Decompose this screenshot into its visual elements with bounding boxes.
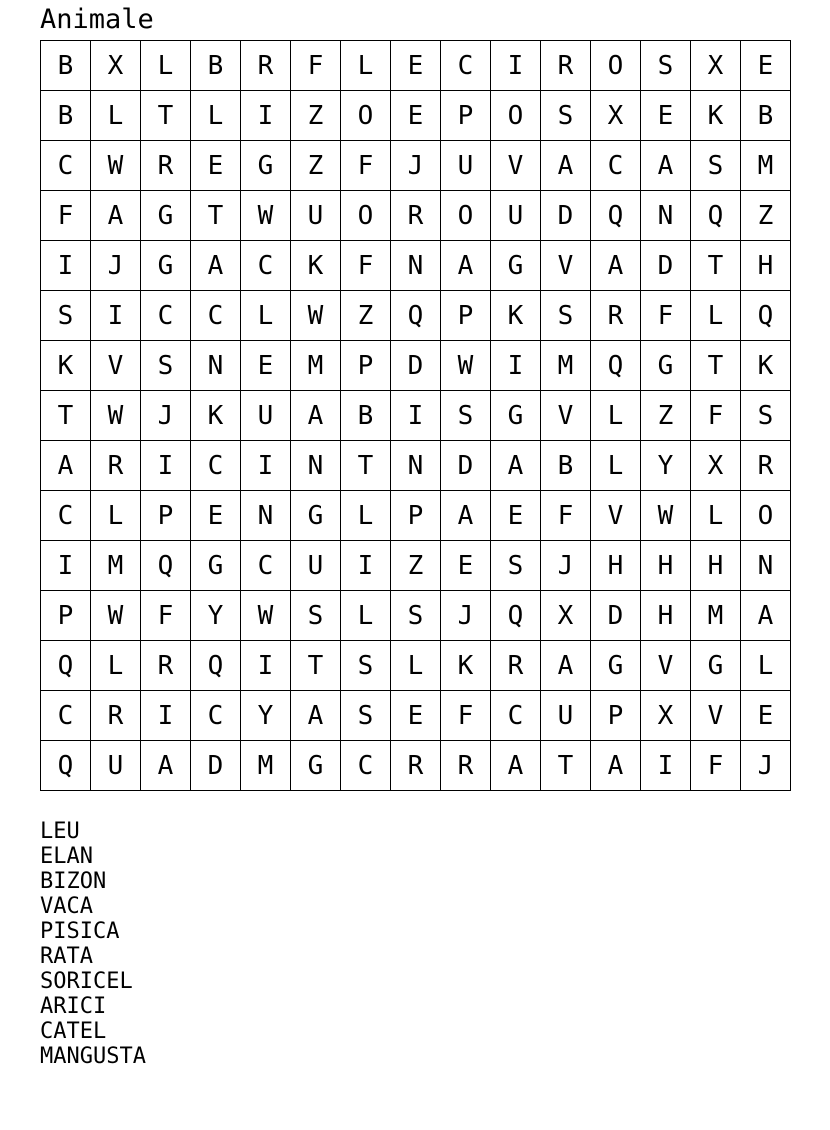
grid-cell[interactable]: A [591, 241, 641, 291]
grid-cell[interactable]: V [91, 341, 141, 391]
grid-cell[interactable]: A [91, 191, 141, 241]
grid-cell[interactable]: P [341, 341, 391, 391]
grid-cell[interactable]: F [341, 141, 391, 191]
grid-cell[interactable]: A [441, 491, 491, 541]
grid-cell[interactable]: M [541, 341, 591, 391]
grid-cell[interactable]: A [541, 641, 591, 691]
grid-cell[interactable]: A [491, 441, 541, 491]
grid-cell[interactable]: D [191, 741, 241, 791]
grid-cell[interactable]: K [691, 91, 741, 141]
grid-cell[interactable]: P [41, 591, 91, 641]
grid-cell[interactable]: Z [641, 391, 691, 441]
grid-cell[interactable]: G [591, 641, 641, 691]
grid-cell[interactable]: F [141, 591, 191, 641]
grid-cell[interactable]: S [541, 91, 591, 141]
grid-cell[interactable]: T [291, 641, 341, 691]
grid-cell[interactable]: S [691, 141, 741, 191]
grid-cell[interactable]: C [41, 691, 91, 741]
puzzle-title: Animale [40, 4, 154, 35]
grid-cell[interactable]: O [591, 41, 641, 91]
grid-cell[interactable]: S [41, 291, 91, 341]
grid-cell[interactable]: L [341, 591, 391, 641]
grid-cell[interactable]: Q [141, 541, 191, 591]
grid-cell[interactable]: C [241, 541, 291, 591]
grid-cell[interactable]: F [691, 391, 741, 441]
grid-cell[interactable]: R [591, 291, 641, 341]
grid-cell[interactable]: R [91, 441, 141, 491]
word-list-item: LEU [40, 819, 80, 844]
grid-cell[interactable]: T [41, 391, 91, 441]
grid-cell[interactable]: B [341, 391, 391, 441]
grid-cell[interactable]: G [141, 191, 191, 241]
grid-cell[interactable]: A [291, 391, 341, 441]
grid-cell[interactable]: L [191, 91, 241, 141]
grid-cell[interactable]: L [91, 491, 141, 541]
letter-grid [40, 40, 791, 791]
grid-cell[interactable]: L [91, 91, 141, 141]
grid-cell[interactable]: L [691, 491, 741, 541]
grid-cell[interactable]: L [341, 41, 391, 91]
grid-cell[interactable]: Z [391, 541, 441, 591]
grid-cell[interactable]: R [441, 741, 491, 791]
grid-cell[interactable]: N [191, 341, 241, 391]
grid-cell[interactable]: A [191, 241, 241, 291]
grid-cell[interactable]: I [141, 691, 191, 741]
grid-cell[interactable]: A [541, 141, 591, 191]
word-list-item: RATA [40, 944, 93, 969]
grid-cell[interactable]: W [241, 591, 291, 641]
grid-cell[interactable]: J [541, 541, 591, 591]
grid-cell[interactable]: C [591, 141, 641, 191]
grid-cell[interactable]: F [541, 491, 591, 541]
grid-cell[interactable]: X [691, 41, 741, 91]
grid-cell[interactable]: D [541, 191, 591, 241]
grid-cell[interactable]: C [191, 441, 241, 491]
grid-cell[interactable]: R [141, 641, 191, 691]
grid-cell[interactable]: N [741, 541, 791, 591]
grid-cell[interactable]: Y [641, 441, 691, 491]
grid-cell[interactable]: K [491, 291, 541, 341]
grid-cell[interactable]: F [41, 191, 91, 241]
grid-cell[interactable]: A [741, 591, 791, 641]
grid-cell[interactable]: D [591, 591, 641, 641]
grid-cell[interactable]: M [691, 591, 741, 641]
grid-cell[interactable]: O [491, 91, 541, 141]
grid-cell[interactable]: G [291, 741, 341, 791]
grid-cell[interactable]: P [141, 491, 191, 541]
grid-cell[interactable]: S [541, 291, 591, 341]
grid-cell[interactable]: C [341, 741, 391, 791]
grid-cell[interactable]: R [541, 41, 591, 91]
grid-cell[interactable]: L [741, 641, 791, 691]
grid-cell[interactable]: I [391, 391, 441, 441]
grid-cell[interactable]: U [91, 741, 141, 791]
grid-cell[interactable]: E [741, 41, 791, 91]
grid-cell[interactable]: U [491, 191, 541, 241]
grid-cell[interactable]: P [441, 291, 491, 341]
grid-cell[interactable]: R [141, 141, 191, 191]
grid-cell[interactable]: Q [41, 741, 91, 791]
grid-cell[interactable]: B [541, 441, 591, 491]
grid-cell[interactable]: V [541, 391, 591, 441]
grid-cell[interactable]: U [441, 141, 491, 191]
grid-cell[interactable]: Q [591, 191, 641, 241]
grid-cell[interactable]: L [341, 491, 391, 541]
grid-cell[interactable]: L [141, 41, 191, 91]
grid-cell[interactable]: J [441, 591, 491, 641]
word-list-item: VACA [40, 894, 93, 919]
grid-cell[interactable]: C [241, 241, 291, 291]
grid-cell[interactable]: K [741, 341, 791, 391]
grid-cell[interactable]: V [591, 491, 641, 541]
grid-cell[interactable]: A [591, 741, 641, 791]
grid-cell[interactable]: I [141, 441, 191, 491]
grid-cell[interactable]: I [41, 541, 91, 591]
word-list-item: PISICA [40, 919, 120, 944]
grid-cell[interactable]: J [391, 141, 441, 191]
grid-cell[interactable]: I [91, 291, 141, 341]
grid-cell[interactable]: V [691, 691, 741, 741]
grid-cell[interactable]: K [441, 641, 491, 691]
grid-cell[interactable]: X [641, 691, 691, 741]
grid-cell[interactable]: O [341, 191, 391, 241]
grid-cell[interactable]: U [291, 191, 341, 241]
grid-cell[interactable]: T [691, 241, 741, 291]
grid-cell[interactable]: G [291, 491, 341, 541]
grid-cell[interactable]: I [641, 741, 691, 791]
grid-cell[interactable]: Y [191, 591, 241, 641]
grid-cell[interactable]: N [391, 441, 441, 491]
grid-cell[interactable]: S [641, 41, 691, 91]
grid-cell[interactable]: Z [341, 291, 391, 341]
grid-cell[interactable]: D [441, 441, 491, 491]
grid-cell[interactable]: Q [41, 641, 91, 691]
grid-cell[interactable]: D [641, 241, 691, 291]
grid-cell[interactable]: X [591, 91, 641, 141]
grid-cell[interactable]: W [91, 591, 141, 641]
grid-cell[interactable]: F [691, 741, 741, 791]
grid-cell[interactable]: F [341, 241, 391, 291]
word-list [40, 819, 146, 1069]
grid-cell[interactable]: K [191, 391, 241, 441]
grid-cell[interactable]: E [391, 91, 441, 141]
grid-cell[interactable]: F [641, 291, 691, 341]
word-list-item: MANGUSTA [40, 1044, 146, 1069]
grid-cell[interactable]: J [91, 241, 141, 291]
grid-cell[interactable]: E [491, 491, 541, 541]
grid-cell[interactable]: I [241, 91, 291, 141]
grid-cell[interactable]: U [541, 691, 591, 741]
grid-cell[interactable]: S [341, 641, 391, 691]
grid-cell[interactable]: Z [741, 191, 791, 241]
grid-cell[interactable]: T [141, 91, 191, 141]
grid-cell[interactable]: B [41, 91, 91, 141]
grid-cell[interactable]: I [341, 541, 391, 591]
word-list-item: SORICEL [40, 969, 133, 994]
grid-cell[interactable]: M [91, 541, 141, 591]
grid-cell[interactable]: S [491, 541, 541, 591]
grid-cell[interactable]: W [441, 341, 491, 391]
grid-cell[interactable]: Q [741, 291, 791, 341]
grid-cell[interactable]: R [241, 41, 291, 91]
grid-cell[interactable]: G [491, 391, 541, 441]
grid-cell[interactable]: L [391, 641, 441, 691]
grid-cell[interactable]: I [241, 641, 291, 691]
grid-cell[interactable]: B [741, 91, 791, 141]
grid-cell[interactable]: H [741, 241, 791, 291]
grid-cell[interactable]: V [641, 641, 691, 691]
grid-cell[interactable]: Q [691, 191, 741, 241]
grid-cell[interactable]: T [341, 441, 391, 491]
grid-cell[interactable]: E [191, 491, 241, 541]
grid-cell[interactable]: E [741, 691, 791, 741]
grid-cell[interactable]: W [91, 391, 141, 441]
grid-cell[interactable]: N [241, 491, 291, 541]
grid-cell[interactable]: E [241, 341, 291, 391]
grid-cell[interactable]: G [491, 241, 541, 291]
grid-cell[interactable]: O [341, 91, 391, 141]
word-list-item: BIZON [40, 869, 107, 894]
grid-cell[interactable]: X [541, 591, 591, 641]
grid-cell[interactable]: V [491, 141, 541, 191]
grid-cell[interactable]: S [741, 391, 791, 441]
grid-cell[interactable]: O [741, 491, 791, 541]
grid-cell[interactable]: P [441, 91, 491, 141]
grid-cell[interactable]: U [291, 541, 341, 591]
grid-cell[interactable]: B [41, 41, 91, 91]
grid-cell[interactable]: N [291, 441, 341, 491]
grid-cell[interactable]: X [91, 41, 141, 91]
grid-cell[interactable]: A [441, 241, 491, 291]
grid-cell[interactable]: Y [241, 691, 291, 741]
grid-cell[interactable]: B [191, 41, 241, 91]
grid-cell[interactable]: C [191, 691, 241, 741]
grid-cell[interactable]: S [441, 391, 491, 441]
grid-cell[interactable]: M [741, 141, 791, 191]
grid-cell[interactable]: W [291, 291, 341, 341]
grid-cell[interactable]: M [241, 741, 291, 791]
grid-cell[interactable]: H [641, 591, 691, 641]
grid-cell[interactable]: R [91, 691, 141, 741]
grid-cell[interactable]: J [141, 391, 191, 441]
grid-cell[interactable]: Z [291, 91, 341, 141]
grid-cell[interactable]: H [641, 541, 691, 591]
grid-cell[interactable]: R [491, 641, 541, 691]
grid-cell[interactable]: I [41, 241, 91, 291]
grid-cell[interactable]: W [641, 491, 691, 541]
grid-cell[interactable]: T [541, 741, 591, 791]
grid-cell[interactable]: E [191, 141, 241, 191]
word-list-item: ELAN [40, 844, 93, 869]
grid-cell[interactable]: A [641, 141, 691, 191]
grid-cell[interactable]: S [341, 691, 391, 741]
grid-cell[interactable]: T [191, 191, 241, 241]
grid-cell[interactable]: A [41, 441, 91, 491]
grid-cell[interactable]: Q [491, 591, 541, 641]
grid-cell[interactable]: G [241, 141, 291, 191]
grid-cell[interactable]: A [491, 741, 541, 791]
grid-cell[interactable]: D [391, 341, 441, 391]
grid-cell[interactable]: I [241, 441, 291, 491]
grid-cell[interactable]: Q [591, 341, 641, 391]
grid-cell[interactable]: Q [191, 641, 241, 691]
grid-cell[interactable]: F [441, 691, 491, 741]
grid-cell[interactable]: G [141, 241, 191, 291]
grid-cell[interactable]: R [391, 741, 441, 791]
grid-cell[interactable]: N [391, 241, 441, 291]
grid-cell[interactable]: P [591, 691, 641, 741]
grid-cell[interactable]: L [91, 641, 141, 691]
grid-cell[interactable]: U [241, 391, 291, 441]
grid-cell[interactable]: P [391, 491, 441, 541]
grid-cell[interactable]: C [191, 291, 241, 341]
grid-cell[interactable]: L [591, 441, 641, 491]
grid-cell[interactable]: L [591, 391, 641, 441]
grid-cell[interactable]: G [641, 341, 691, 391]
grid-cell[interactable]: C [491, 691, 541, 741]
grid-cell[interactable]: W [241, 191, 291, 241]
grid-cell[interactable]: V [541, 241, 591, 291]
grid-cell[interactable]: E [391, 41, 441, 91]
grid-cell[interactable]: S [141, 341, 191, 391]
grid-cell[interactable]: T [691, 341, 741, 391]
grid-cell[interactable]: N [641, 191, 691, 241]
grid-cell[interactable]: O [441, 191, 491, 241]
grid-cell[interactable]: L [691, 291, 741, 341]
grid-cell[interactable]: R [741, 441, 791, 491]
grid-cell[interactable]: Q [391, 291, 441, 341]
grid-cell[interactable]: S [391, 591, 441, 641]
grid-cell[interactable]: E [641, 91, 691, 141]
word-list-item: CATEL [40, 1019, 107, 1044]
grid-cell[interactable]: A [141, 741, 191, 791]
grid-cell[interactable]: C [41, 141, 91, 191]
grid-cell[interactable]: S [291, 591, 341, 641]
grid-cell[interactable]: H [691, 541, 741, 591]
grid-cell[interactable]: X [691, 441, 741, 491]
grid-cell[interactable]: I [491, 341, 541, 391]
grid-cell[interactable]: J [741, 741, 791, 791]
grid-cell[interactable]: Z [291, 141, 341, 191]
grid-cell[interactable]: L [241, 291, 291, 341]
grid-cell[interactable]: W [91, 141, 141, 191]
grid-cell[interactable]: G [191, 541, 241, 591]
grid-cell[interactable]: K [41, 341, 91, 391]
word-list-item: ARICI [40, 994, 107, 1019]
grid-cell[interactable]: E [391, 691, 441, 741]
grid-cell[interactable]: I [491, 41, 541, 91]
grid-cell[interactable]: C [41, 491, 91, 541]
grid-cell[interactable]: K [291, 241, 341, 291]
grid-cell[interactable]: F [291, 41, 341, 91]
grid-cell[interactable]: G [691, 641, 741, 691]
grid-cell[interactable]: R [391, 191, 441, 241]
grid-cell[interactable]: E [441, 541, 491, 591]
grid-cell[interactable]: M [291, 341, 341, 391]
grid-cell[interactable]: H [591, 541, 641, 591]
grid-cell[interactable]: C [441, 41, 491, 91]
grid-cell[interactable]: A [291, 691, 341, 741]
grid-cell[interactable]: C [141, 291, 191, 341]
